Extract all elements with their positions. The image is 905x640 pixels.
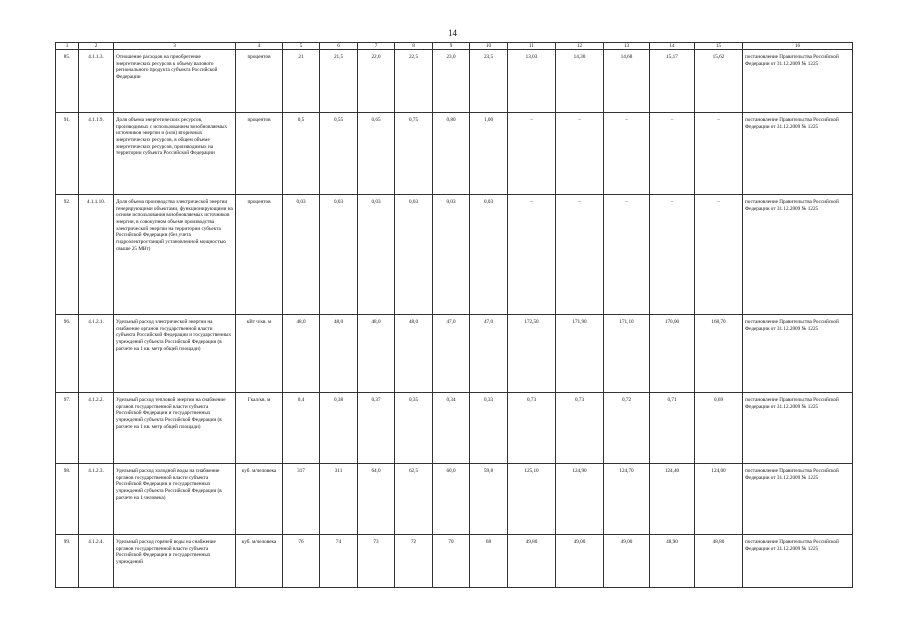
row-number: 98. [56, 464, 79, 535]
value-cell: 0,33 [470, 393, 508, 464]
value-cell: – [604, 113, 650, 195]
indicator-table [55, 42, 853, 588]
row-code: 4.1.2.3. [79, 464, 114, 535]
value-cell: 0,69 [695, 393, 743, 464]
value-cell: 0,65 [358, 113, 395, 195]
unit-cell: куб. м/человека [236, 464, 283, 535]
row-code: 4.1.2.4. [79, 535, 114, 588]
value-cell: 0,34 [433, 393, 470, 464]
value-cell: 124,70 [604, 464, 650, 535]
value-cell: 124,40 [650, 464, 695, 535]
indicator-name: Доля объема производства электрической энергии генерирующими объектами, функционирующими на основе использования возобновляемых источников энергии, в совокупном объеме производства электрической энергии на территории субъекта Российской Федерации (без учета гидроэлектростанций установленной мощностью свыше 25 МВт) [114, 195, 236, 315]
table-row [56, 195, 853, 315]
value-cell: 60,0 [433, 464, 470, 535]
row-number: 85. [56, 50, 79, 113]
value-cell: 14,68 [604, 50, 650, 113]
table-row [56, 113, 853, 195]
value-cell: 13,03 [508, 50, 556, 113]
value-cell: 68 [470, 535, 508, 588]
column-header: 1 [56, 43, 79, 50]
page-number: 14 [448, 28, 457, 38]
column-header: 11 [508, 43, 556, 50]
value-cell: 124,00 [695, 464, 743, 535]
indicator-name: Доля объема энергетических ресурсов, производимых с использованием возобновляемых источников энергии и (или) вторичных энергетических ресурсов, в общем объеме энергетических ресурсов, производимых на территории субъекта Российской Федерации [114, 113, 236, 195]
value-cell: 0,73 [508, 393, 556, 464]
basis-cell: постановление Правительства Российской Федерации от 31.12.2009 № 1225 [743, 50, 853, 113]
value-cell: – [508, 113, 556, 195]
row-number: 96. [56, 315, 79, 393]
column-header: 10 [470, 43, 508, 50]
value-cell: 47,0 [470, 315, 508, 393]
value-cell: 47,0 [433, 315, 470, 393]
row-number: 92. [56, 195, 79, 315]
indicator-name: Удельный расход холодной воды на снабжение органов государственной власти субъекта Российской Федерации и государственных учреждений субъекта Российской Федерации (в расчете на 1 человека) [114, 464, 236, 535]
column-header: 13 [604, 43, 650, 50]
value-cell: – [604, 195, 650, 315]
value-cell: – [695, 113, 743, 195]
value-cell: 0,72 [604, 393, 650, 464]
value-cell: – [650, 195, 695, 315]
value-cell: 21 [283, 50, 320, 113]
value-cell: 62,5 [395, 464, 433, 535]
value-cell: 70 [433, 535, 470, 588]
table-row [56, 393, 853, 464]
row-code: 4.1.2.2. [79, 393, 114, 464]
unit-cell: процентов [236, 195, 283, 315]
value-cell: 48,0 [283, 315, 320, 393]
column-header: 2 [79, 43, 114, 50]
value-cell: 1,00 [470, 113, 508, 195]
unit-cell: процентов [236, 50, 283, 113]
value-cell: 0,73 [556, 393, 604, 464]
value-cell: 23,5 [470, 50, 508, 113]
value-cell: 0,03 [395, 195, 433, 315]
column-header: 7 [358, 43, 395, 50]
unit-cell: процентов [236, 113, 283, 195]
row-code: 4.1.1.9. [79, 113, 114, 195]
basis-cell: постановление Правительства Российской Федерации от 31.12.2009 № 1225 [743, 113, 853, 195]
row-number: 99. [56, 535, 79, 588]
basis-cell: постановление Правительства Российской Федерации от 31.12.2009 № 1225 [743, 195, 853, 315]
value-cell: 23,0 [433, 50, 470, 113]
value-cell: 171,90 [556, 315, 604, 393]
column-header: 16 [743, 43, 853, 50]
value-cell: 48,0 [358, 315, 395, 393]
value-cell: 0,35 [395, 393, 433, 464]
column-header: 15 [695, 43, 743, 50]
row-number: 91. [56, 113, 79, 195]
value-cell: 0,5 [283, 113, 320, 195]
value-cell: – [650, 113, 695, 195]
indicator-name: Удельный расход электрической энергии на снабжение органов государственной власти субъекта Российской Федерации и государственных учреждений субъекта Российской Федерации (в расчете на 1 кв. метр общей площади) [114, 315, 236, 393]
column-header: 8 [395, 43, 433, 50]
table-row [56, 315, 853, 393]
table-row [56, 464, 853, 535]
indicator-name: Отношение расходов на приобретение энергетических ресурсов к объему валового регионального продукта субъекта Российской Федерации [114, 50, 236, 113]
value-cell: – [556, 195, 604, 315]
column-header: 14 [650, 43, 695, 50]
row-code: 4.1.1.10. [79, 195, 114, 315]
value-cell: 49,80 [508, 535, 556, 588]
value-cell: 0,03 [470, 195, 508, 315]
unit-cell: куб. м/человека [236, 535, 283, 588]
value-cell: 0,71 [650, 393, 695, 464]
value-cell: 48,80 [695, 535, 743, 588]
value-cell: 168,70 [695, 315, 743, 393]
value-cell: 0,03 [320, 195, 358, 315]
value-cell: 59,8 [470, 464, 508, 535]
table-row [56, 50, 853, 113]
value-cell: 15,62 [695, 50, 743, 113]
column-header: 6 [320, 43, 358, 50]
value-cell: – [508, 195, 556, 315]
column-header: 9 [433, 43, 470, 50]
value-cell: 0,80 [433, 113, 470, 195]
basis-cell: постановление Правительства Российской Федерации от 31.12.2009 № 1225 [743, 393, 853, 464]
basis-cell: постановление Правительства Российской Федерации от 31.12.2009 № 1225 [743, 464, 853, 535]
column-header: 12 [556, 43, 604, 50]
value-cell: 0,75 [395, 113, 433, 195]
indicator-name: Удельный расход горячей воды на снабжение органов государственной власти субъекта Российской Федерации и государственных учреждений [114, 535, 236, 588]
unit-cell: кВт ч/кв. м [236, 315, 283, 393]
value-cell: 171,10 [604, 315, 650, 393]
value-cell: 48,0 [320, 315, 358, 393]
value-cell: 317 [283, 464, 320, 535]
row-code: 4.1.1.3. [79, 50, 114, 113]
value-cell: 0,38 [320, 393, 358, 464]
value-cell: 72 [395, 535, 433, 588]
column-header: 4 [236, 43, 283, 50]
row-code: 4.1.2.1. [79, 315, 114, 393]
value-cell: 48,90 [650, 535, 695, 588]
value-cell: 49,00 [604, 535, 650, 588]
header-row [56, 43, 853, 50]
value-cell: – [556, 113, 604, 195]
unit-cell: Гкал/кв. м [236, 393, 283, 464]
indicator-name: Удельный расход тепловой энергии на снабжение органов государственной власти субъекта Российской Федерации и государственных учреждений субъекта Российской Федерации (в расчете на 1 кв. метр общей площади) [114, 393, 236, 464]
value-cell: 125,10 [508, 464, 556, 535]
column-header: 5 [283, 43, 320, 50]
row-number: 97. [56, 393, 79, 464]
value-cell: 64,0 [358, 464, 395, 535]
value-cell: 22,5 [395, 50, 433, 113]
value-cell: 15,17 [650, 50, 695, 113]
value-cell: 21,5 [320, 50, 358, 113]
value-cell: 0,37 [358, 393, 395, 464]
value-cell: 0,03 [283, 195, 320, 315]
value-cell: 170,00 [650, 315, 695, 393]
value-cell: 76 [283, 535, 320, 588]
value-cell: 49,00 [556, 535, 604, 588]
value-cell: 0,03 [358, 195, 395, 315]
value-cell: 0,55 [320, 113, 358, 195]
value-cell: 0,4 [283, 393, 320, 464]
value-cell: 74 [320, 535, 358, 588]
value-cell: 22,0 [358, 50, 395, 113]
value-cell: – [695, 195, 743, 315]
column-header: 3 [114, 43, 236, 50]
basis-cell: постановление Правительства Российской Федерации от 31.12.2009 № 1225 [743, 535, 853, 588]
value-cell: 124,90 [556, 464, 604, 535]
value-cell: 14,30 [556, 50, 604, 113]
basis-cell: постановление Правительства Российской Федерации от 31.12.2009 № 1225 [743, 315, 853, 393]
table-row [56, 535, 853, 588]
value-cell: 172,50 [508, 315, 556, 393]
value-cell: 48,0 [395, 315, 433, 393]
value-cell: 73 [358, 535, 395, 588]
value-cell: 0,03 [433, 195, 470, 315]
value-cell: 311 [320, 464, 358, 535]
